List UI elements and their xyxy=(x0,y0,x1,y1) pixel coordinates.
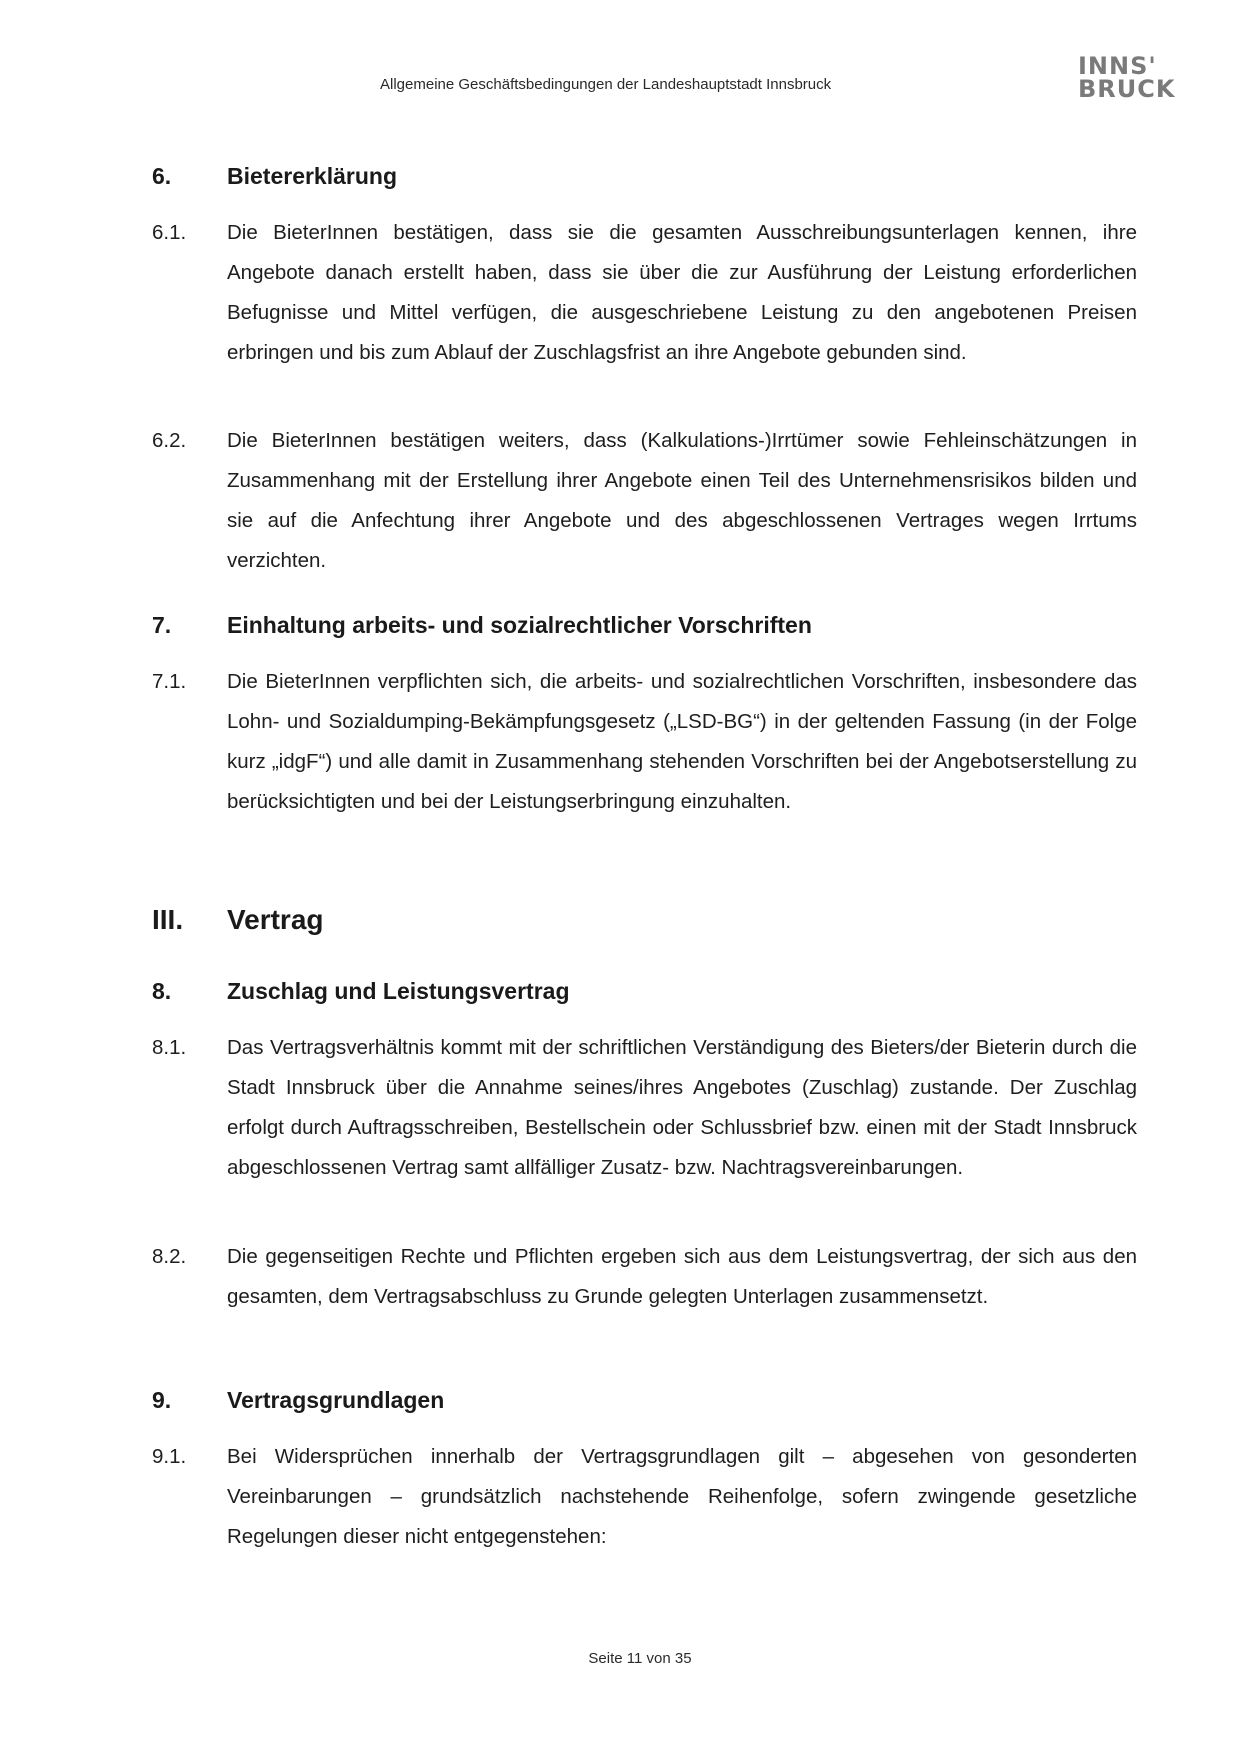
paragraph-number: 6.2. xyxy=(152,429,187,452)
logo-line-2: BRUCK xyxy=(1078,75,1176,103)
paragraph-text: Das Vertragsverhältnis kommt mit der schriftlichen Verständigung des Bieters/der Bieterin durch die Stadt Innsbruck über die Annahme seines/ihres Angebotes (Zuschlag) zustande. Der Zuschlag erfolgt durch Auftragsschreiben, Bestellschein oder Schlussbrief bzw. einen mit der Stadt Innsbruck abgeschlossenen Vertrag samt allfälliger Zusatz- bzw. Nachtragsvereinbarungen. xyxy=(227,1036,1137,1179)
paragraph-7-1 xyxy=(152,662,1137,822)
section-number: 9. xyxy=(152,1387,172,1413)
paragraph-number: 8.2. xyxy=(152,1245,187,1268)
paragraph-6-1 xyxy=(152,213,1137,373)
paragraph-number: 6.1. xyxy=(152,221,187,244)
paragraph-number: 9.1. xyxy=(152,1445,187,1468)
paragraph-8-2 xyxy=(152,1237,1137,1317)
paragraph-6-2 xyxy=(152,421,1137,581)
paragraph-number: 7.1. xyxy=(152,670,187,693)
section-title: Bietererklärung xyxy=(227,163,398,189)
paragraph-text: Die BieterInnen bestätigen, dass sie die gesamten Ausschreibungsunterlagen kennen, ihre Angebote danach erstellt haben, dass sie über die zur Ausführung der Leistung erforderlichen Befugnisse und Mittel verfügen, die ausgeschriebene Leistung zu den angebotenen Preisen erbringen und bis zum Ablauf der Zuschlagsfrist an ihre Angebote gebunden sind. xyxy=(227,221,1137,364)
section-title: Vertragsgrundlagen xyxy=(227,1387,445,1413)
part-title: Vertrag xyxy=(227,904,324,935)
paragraph-text: Die gegenseitigen Rechte und Pflichten ergeben sich aus dem Leistungsvertrag, der sich aus den gesamten, dem Vertragsabschluss zu Grunde gelegten Unterlagen zusammensetzt. xyxy=(227,1245,1137,1308)
section-number: 8. xyxy=(152,978,172,1004)
section-number: 7. xyxy=(152,612,172,638)
paragraph-text: Die BieterInnen bestätigen weiters, dass (Kalkulations-)Irrtümer sowie Fehleinschätzungen in Zusammenhang mit der Erstellung ihrer Angebote einen Teil des Unternehmensrisikos bilden und sie auf die Anfechtung ihrer Angebote und des abgeschlossenen Vertrages wegen Irrtums verzichten. xyxy=(227,429,1137,572)
paragraph-text: Die BieterInnen verpflichten sich, die arbeits- und sozialrechtlichen Vorschriften, insbesondere das Lohn- und Sozialdumping-Bekämpfungsgesetz („LSD-BG“) in der geltenden Fassung (in der Folge kurz „idgF“) und alle damit in Zusammenhang stehenden Vorschriften bei der Angebotserstellung zu berücksichtigten und bei der Leistungserbringung einzuhalten. xyxy=(227,670,1137,813)
page-number-footer: Seite 11 von 35 xyxy=(588,1650,692,1667)
logo-line-1: INNS' xyxy=(1078,52,1157,80)
innsbruck-logo xyxy=(1078,52,1176,103)
paragraph-8-1 xyxy=(152,1028,1137,1188)
page-header-title: Allgemeine Geschäftsbedingungen der Landeshauptstadt Innsbruck xyxy=(380,76,832,93)
section-title: Einhaltung arbeits- und sozialrechtlicher Vorschriften xyxy=(227,612,812,638)
part-number: III. xyxy=(152,904,184,935)
paragraph-text: Bei Widersprüchen innerhalb der Vertragsgrundlagen gilt – abgesehen von gesonderten Vereinbarungen – grundsätzlich nachstehende Reihenfolge, sofern zwingende gesetzliche Regelungen dieser nicht entgegenstehen: xyxy=(227,1445,1137,1548)
section-number: 6. xyxy=(152,163,172,189)
section-title: Zuschlag und Leistungsvertrag xyxy=(227,978,570,1004)
paragraph-9-1 xyxy=(152,1437,1137,1557)
paragraph-number: 8.1. xyxy=(152,1036,187,1059)
